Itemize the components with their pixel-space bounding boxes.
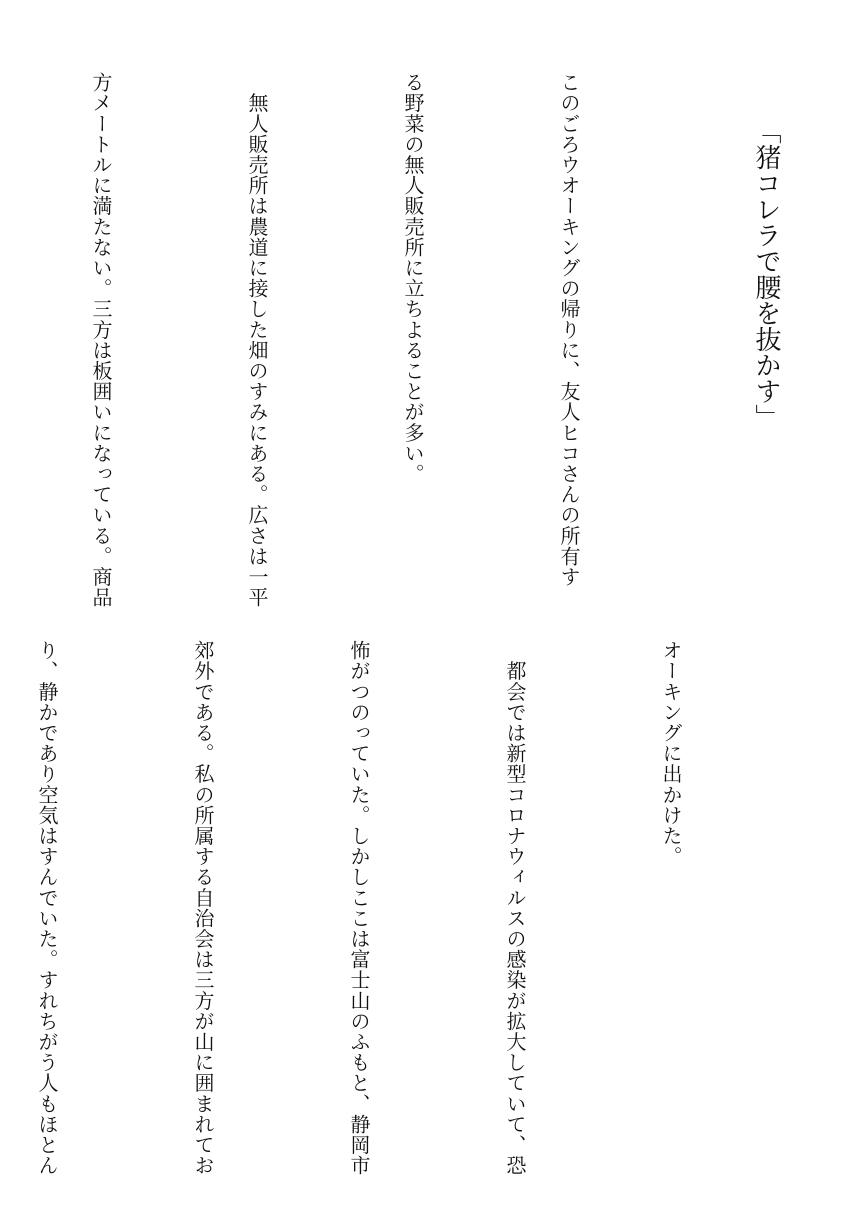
page-title: 「猪コレラで腰を抜かす」: [751, 118, 781, 430]
text-column: 郊外である。私の所属する自治会は三方が山に囲まれてお: [191, 640, 215, 1176]
bottom-text-block: [0, 640, 801, 1180]
text-column: このごろウオーキングの帰りに、友人ヒコさんの所有す: [557, 72, 581, 587]
text-column: 方メートルに満たない。三方は板囲いになっている。商品: [89, 72, 113, 608]
top-text-block: [0, 72, 699, 608]
text-column: 怖がつのっていた。しかしここは富士山のふもと、静岡市: [347, 640, 371, 1176]
text-column: る野菜の無人販売所に立ちよることが多い。: [401, 72, 425, 484]
text-column: 都会では新型コロナウィルスの感染が拡大していて、恐: [503, 640, 527, 1176]
text-column: オーキングに出かけた。: [659, 640, 683, 867]
text-column: り、静かであり空気はすんでいた。すれちがう人もほとん: [35, 640, 59, 1176]
text-column: 無人販売所は農道に接した畑のすみにある。広さは一平: [245, 72, 269, 608]
